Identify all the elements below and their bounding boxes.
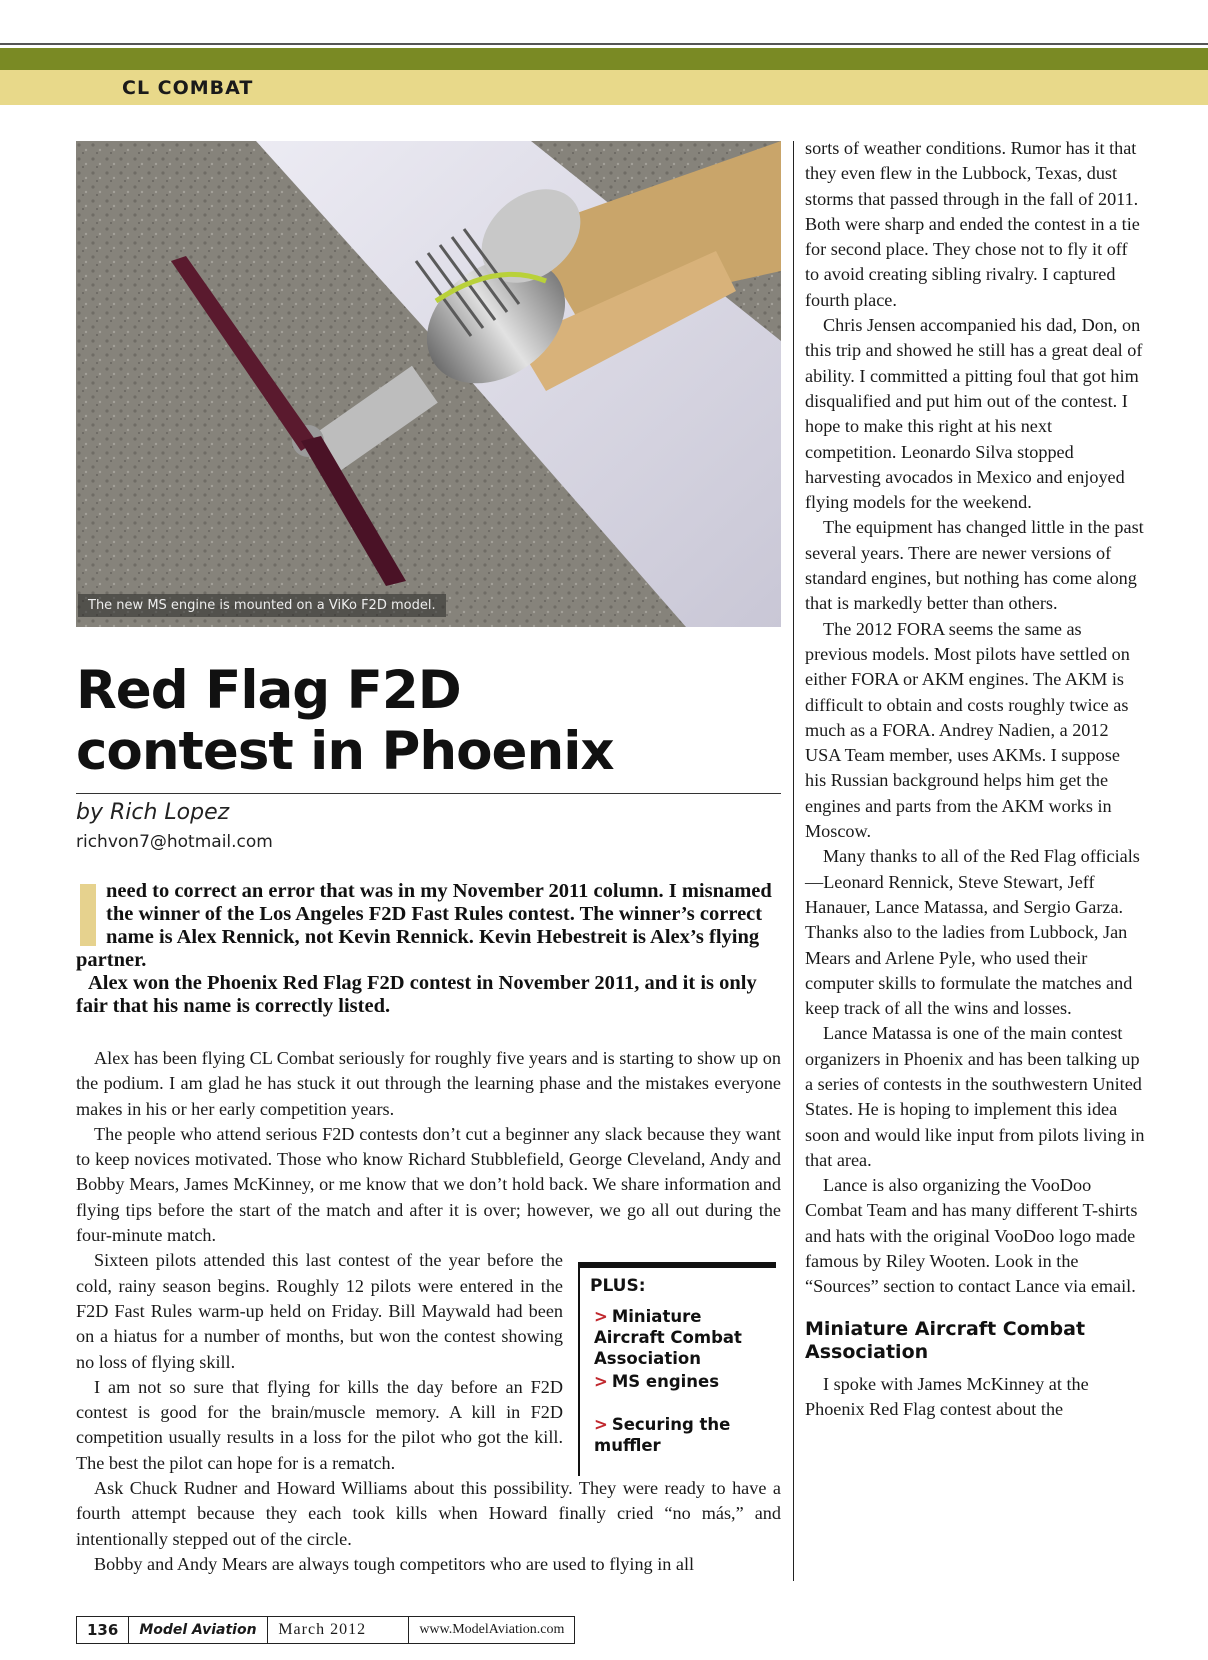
- body-paragraph: I spoke with James McKinney at the Phoenix Red Flag contest about the: [805, 1373, 1089, 1419]
- body-paragraph: Bobby and Andy Mears are always tough competitors who are used to flying in all: [94, 1553, 695, 1574]
- page-footer: [76, 1616, 575, 1644]
- body-paragraph: Sixteen pilots attended this last contest of the year before the cold, rainy season begins. Roughly 12 pilots were entered in the F2D Fast Rules warm-up held on Friday. Bill Maywald had been on a hiatus for a number of months, but won the contest showing no loss of flying skill.: [76, 1250, 563, 1372]
- arrow-icon: >: [594, 1372, 608, 1391]
- body-paragraph: Ask Chuck Rudner and Howard Williams about this possibility. They were ready to have a fourth attempt because they each took kills when Howard finally cried “no más,” and intentionally stepped out of the circle.: [76, 1478, 781, 1549]
- plus-item: > Miniature Aircraft Combat Association: [594, 1307, 742, 1368]
- author-email: richvon7@hotmail.com: [76, 832, 273, 852]
- arrow-icon: >: [594, 1307, 608, 1326]
- engine-photo: [76, 141, 781, 627]
- lead-text-1: need to correct an error that was in my November 2011 column. I misnamed the winner of the Los Angeles F2D Fast Rules contest. The winner’s correct name is Alex Rennick, not Kevin Rennick. Kevin Hebestreit is Alex’s flying partner.: [76, 880, 772, 971]
- title-line-2: contest in Phoenix: [76, 721, 614, 782]
- body-paragraph: Lance is also organizing the VooDoo Combat Team and has many different T-shirts and hats with the original VooDoo logo made famous by Riley Wooten. Look in the “Sources” section to contact Lance via email.: [805, 1175, 1138, 1297]
- body-paragraph: Many thanks to all of the Red Flag officials—Leonard Rennick, Steve Stewart, Jeff Hanauer, Lance Matassa, and Sergio Garza. Thanks also to the ladies from Lubbock, Jan Mears and Arlene Pyle, who used their computer skills to formulate the matches and keep track of all the wins and losses.: [805, 846, 1140, 1019]
- lead-text-2: Alex won the Phoenix Red Flag F2D contest in November 2011, and it is only fair that his name is correctly listed.: [76, 972, 757, 1017]
- arrow-icon: >: [594, 1415, 608, 1434]
- body-paragraph: The 2012 FORA seems the same as previous models. Most pilots have settled on either FORA or AKM engines. The AKM is difficult to obtain and costs roughly twice as much as a FORA. Andrey Nadien, a 2012 USA Team member, uses AKMs. I suppose his Russian background helps him get the engines and parts from the AKM works in Moscow.: [805, 618, 1130, 842]
- title-line-1: Red Flag F2D: [76, 660, 461, 721]
- issue-date: March 2012: [268, 1617, 409, 1643]
- plus-sidebar: [578, 1262, 776, 1476]
- headline-rule: [76, 793, 781, 794]
- body-column-right: [805, 136, 1145, 1422]
- body-paragraph: The people who attend serious F2D contests don’t cut a beginner any slack because they want to keep novices motivated. Those who know Richard Stubblefield, George Cleveland, Andy and Bobby Mears, James McKinney, or me know that we don’t hold back. We share information and flying tips before the start of the match and after it is over; however, we go all out during the four-minute match.: [76, 1123, 781, 1246]
- section-label: CL COMBAT: [122, 77, 254, 99]
- body-paragraph: Lance Matassa is one of the main contest organizers in Phoenix and has been talking up a series of contests in the southwestern United States. He is hoping to implement this idea soon and would like input from pilots living in that area.: [805, 1023, 1145, 1170]
- plus-item: > Securing the muffler: [594, 1415, 731, 1455]
- dropcap-i: [80, 884, 96, 946]
- body-paragraph: Chris Jensen accompanied his dad, Don, on this trip and showed he still has a great deal of ability. I committed a pitting foul that got him disqualified and put him out of the contest. I hope to make this right at his next competition. Leonardo Silva stopped harvesting avocados in Mexico and enjoyed flying models for the weekend.: [805, 315, 1143, 513]
- body-paragraph: sorts of weather conditions. Rumor has it that they even flew in the Lubbock, Texas, dust storms that passed through in the fall of 2011. Both were sharp and ended the contest in a tie for second place. They chose not to fly it off to avoid creating sibling rivalry. I captured fourth place.: [805, 138, 1140, 310]
- magazine-name: Model Aviation: [129, 1617, 268, 1643]
- body-paragraph: I am not so sure that flying for kills the day before an F2D contest is good for the brain/muscle memory. A kill in F2D competition usually results in a loss for the pilot who got the kill. The best the pilot can hope for is a rematch.: [76, 1376, 563, 1473]
- byline: by Rich Lopez: [76, 800, 230, 825]
- plus-title: PLUS:: [590, 1276, 646, 1296]
- column-divider: [793, 141, 794, 1581]
- lead-paragraph: [76, 880, 781, 1018]
- plus-item: > MS engines: [594, 1372, 720, 1391]
- header-band-olive: [0, 48, 1208, 70]
- top-rule: [0, 43, 1208, 45]
- engine-illustration: [76, 141, 781, 627]
- page-number: 136: [77, 1617, 129, 1643]
- website-url: www.ModelAviation.com: [419, 1622, 565, 1637]
- article-title: [76, 660, 776, 782]
- section-subhead: Miniature Aircraft Combat Association: [805, 1317, 1086, 1363]
- body-paragraph: The equipment has changed little in the past several years. There are newer versions of standard engines, but nothing has come along that is markedly better than others.: [805, 517, 1144, 614]
- body-paragraph: Alex has been flying CL Combat seriously for roughly five years and is starting to show up on the podium. I am glad he has stuck it out through the learning phase and the mistakes everyone makes in his or her early competition years.: [76, 1048, 781, 1119]
- photo-caption: The new MS engine is mounted on a ViKo F2D model.: [78, 594, 446, 617]
